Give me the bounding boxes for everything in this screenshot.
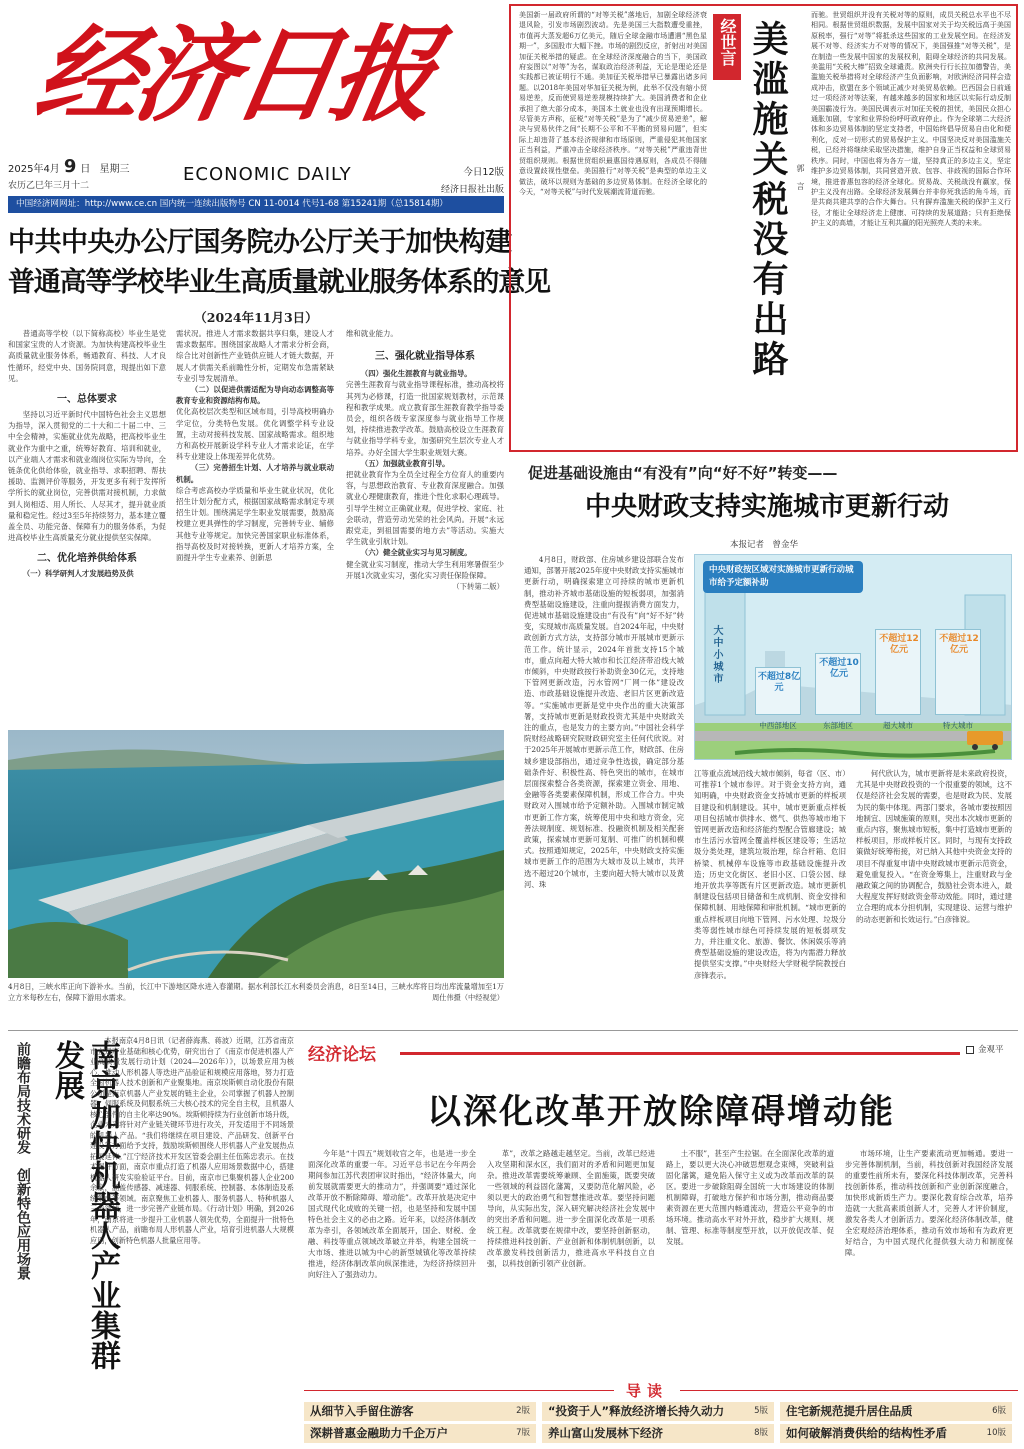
urban-title: 中央财政支持实施城市更新行动 [584, 492, 949, 522]
issue-date: 2025年4月 9 日 星期三 [8, 156, 130, 177]
lead-article [8, 222, 550, 720]
photo-credit: 周仕伟摄（中经视觉） [432, 992, 504, 1002]
urban-infographic [694, 554, 1012, 760]
lunar-date: 农历乙巳年三月十二 [8, 181, 90, 191]
forum-tag: 经济论坛 [308, 1045, 376, 1065]
lead-col-1 [8, 328, 166, 720]
infographic-bar-value: 不超过12亿元 [939, 634, 979, 655]
forum-column: 今年是“十四五”规划收官之年，也是进一步全面深化改革的重要一年。习近平总书记在今年两会期间参加江苏代表团审议时指出，“经济体量大，向前发展就需要更大的推动力”，并强调要“通过深化改革开放不断除障碍、增动能”。改革开放是决定中国式现代化成败的关键一招，也是坚持和发展中国特色社会主义的必由之路。近年来，以经济体制改革为牵引，各领域改革全面展开，国企、财税、金融、科技等重点领域改革破立并举，构建全国统一大市场、推进以城为中心的新型城镇化等改革持续推进，经济体制改革向纵深推进，为经济持续回升向好注入了强劲动力。 [308, 1149, 476, 1279]
guide-item-label: 住宅新规范提升居住品质 [786, 1404, 913, 1418]
infographic-header: 中央财政按区域对实施城市更新行动城市给予定额补助 [703, 561, 863, 593]
guide-item[interactable] [542, 1424, 774, 1443]
commentary-tag-text: 经世言 [718, 18, 737, 66]
commentary-box [509, 4, 1018, 452]
subsection-heading: （三）完善招生计划、人才培养与就业联动机制。 [176, 463, 334, 484]
subsection-heading: （四）强化生涯教育与就业指导。 [360, 369, 472, 379]
urban-col-3: 何代欣认为，城市更新将是未来政府投资，尤其是中央财政投资的一个很重要的领域，这不仅是经济社会发展的需要，也是财政为民、发展为民的集中体现。两部门要求，各城市要按照因地制宜、因城施策的原则，突出本次城市更新的重点内容，聚焦城市短板，集中打造城市更新的样板项目，形成样板片区。同时，与现有支持政策做好统筹衔接，对已纳入其他中央资金支持的项目不得重复申请中央财政城市更新示范资金，避免重复投入。“在资金筹集上，注重财政与金融政策之间的协调配合，鼓励社会资本进入，最大程度发挥好财政资金带动效能。同时，通过建立合理的成本分担机制，实现建设、运营与维护的动态更新和长效运行。”白彦锋说。 [856, 769, 1012, 924]
infographic-bar [815, 653, 861, 715]
infographic-bar-label: 东部地区 [823, 721, 853, 730]
lead-col-3-body: 把就业教育作为全员全过程全方位育人的重要内容，与思想政治教育、专业教育深度融合。加强就业心理健康教育，推进个性化求职心理疏导。引导学生树立正确就业观，促进学校、家庭、社会联动，营造劳动光荣的社会风尚。开展“永远跟党走，到祖国需要的地方去”等活动。实施大学生就业引航计划。 [346, 470, 504, 547]
guide-item-label: 从细节入手留住游客 [310, 1404, 414, 1418]
guide-items [304, 1402, 1018, 1446]
forum-author-marker [966, 1046, 974, 1054]
subsection-heading: （二）以促进供需适配为导向动态调整高等教育专业和资源结构布局。 [176, 385, 334, 406]
commentary-tag [713, 14, 741, 80]
dam-photo-image [8, 730, 504, 978]
section-heading: 一、总体要求 [57, 394, 117, 406]
forum-column: 土不服”，甚至产生拉锯。在全面深化改革的道路上，要以更大决心冲破思想观念束缚，突破利益固化藩篱，避免陷入保守主义或为改革而改革的误区。要进一步破除阻碍全国统一大市场建设的体制机制障碍，打破地方保护和市场分割，推动商品要素资源在更大范围内畅通流动，营造公平竞争的市场环境。推动高水平对外开放，稳步扩大规则、规制、管理、标准等制度型开放，以开放促改革、促发展。 [666, 1149, 834, 1246]
infographic-bar-label: 特大城市 [943, 721, 973, 730]
infographic-bar-label: 超大城市 [883, 721, 913, 730]
infographic-bar-value: 不超过8亿元 [757, 672, 801, 693]
guide-item-page: 8版 [754, 1428, 768, 1438]
infographic-bar [875, 629, 921, 715]
lead-col-1-body: 坚持以习近平新时代中国特色社会主义思想为指导，深入贯彻党的二十大和二十届二中、三中全会精神，实施就业优先战略，把高校毕业生就业作为重中之重，统筹好教育、培训和就业，以产业端人才需求和就业端岗位实际为导向，全链条优化供给体验，就业指导、求职招聘、帮扶援助、监测评价等服务，开发更多有利于发挥所学所长的就业岗位，完善供需对接机制，力求做到人岗相适、用人所长、人尽其才，提升就业质量和稳定性。经过3至5年持续努力，基本建立覆盖全员、功能完备、保障有力的服务体系，为促进高校毕业生高质量充分就业提供坚实保障。 [8, 410, 166, 543]
forum-article [304, 1036, 1018, 1380]
section-divider [8, 1030, 1018, 1031]
forum-column: 革”，改革之路越走越坚定。当前，改革已经进入攻坚期和深水区，我们面对的矛盾和问题更加复杂。推进改革需要统筹兼顾、全面施策，既要突破一些领域的利益固化藩篱，又要防范化解风险，必须以更大的政治勇气和智慧推进改革。要坚持问题导向，从实际出发，深入研究解决经济社会发展中的突出矛盾和问题。进一步全面深化改革是一项系统工程。改革就要在规律中改，要坚持创新驱动，持续推进科技创新、产业创新和体制机制创新，以改革激发科技创新活力，推进高水平科技自立自强，以科技创新引领产业创新。 [487, 1149, 655, 1268]
masthead [8, 6, 504, 196]
guide-item-page: 2版 [516, 1406, 530, 1416]
publisher: 经济日报社出版 [440, 185, 504, 195]
infographic-bar [755, 667, 801, 715]
lead-title-line2: 普通高等学校毕业生高质量就业服务体系的意见 [8, 267, 550, 298]
guide-item[interactable] [304, 1424, 536, 1443]
pages-count: 今日12版 [463, 167, 504, 178]
forum-tag-rule [400, 1052, 960, 1055]
info-bar: 中国经济网网址：http://www.ce.cn 国内统一连续出版物号 CN 11-0014 代号1-68 第15241期（总15814期） [8, 196, 504, 213]
section-heading: 三、强化就业指导体系 [375, 351, 475, 363]
lead-col-2-body: 优化高校层次类型和区域布局，引导高校明确办学定位，分类特色发展。优化调整学科专业设置，主动对接科技发展、国家战略需求。组织地方和高校开展新设学科专业人才需求论证，在学科专业建设上体现差异化优势。 [176, 407, 334, 462]
forum-column: 市场环境，让生产要素流动更加畅通。要进一步完善体制机制，当前，科技创新对我国经济发展的重要性前所未有，要深化科技体制改革，完善科技创新体系，推动科技创新和产业创新深度融合，加快形成新质生产力。要深化教育综合改革，培养造就一大批高素质创新人才，完善人才评价制度，激发各类人才创新活力。要深化经济体制改革，健全宏观经济治理体系，推动有效市场和有为政府更好结合，为中国式现代化提供强大动力和制度保障。 [845, 1149, 1013, 1257]
guide-item-label: 如何破解消费供给的结构性矛盾 [786, 1426, 947, 1440]
forum-columns [308, 1148, 1014, 1380]
guide-item[interactable] [542, 1402, 774, 1421]
urban-byline: 本报记者 曾金华 [730, 540, 799, 550]
infographic-bar-value: 不超过12亿元 [879, 634, 919, 655]
lead-col-2-body: 需状况。推进人才需求数据共享归集，建设人才需求数据库。围绕国家战略人才需求分析会商，综合比对创新性产业链供应链人才链大数据，开展人才供需关系前瞻性分析，定期发布急需紧缺专业引导发展清单。 [176, 329, 334, 383]
lead-title-line1: 中共中央办公厅国务院办公厅关于加快构建 [8, 227, 512, 258]
english-title: ECONOMIC DAILY [183, 164, 352, 185]
commentary-col-1: 美国新一届政府所谓的“对等关税”落地后，加剧全球经济衰退风险，引发市场剧烈波动。先是美国三大指数遭受重挫，市值再大蒸发超6万亿美元，随后全球金融市场遭遇“黑色星期一”，多国股市大幅下挫。市场的剧烈反应，折射出对美国加征关税举措的疑虑。在全球经济深度融合的当下，美国政府妄图以“对等”为名，谋取政治经济利益，无论是理论还是实践都已被证明行不通。美加征关税举措早已暴露出诸多问题。以2018年美国对华加征关税为例，此举不仅没有缩小贸易逆差，反而使贸易逆差规模持续扩大。美国消费者和企业承担了绝大部分成本，美国本土就业也没有出现预期增长。尽管美方声称，征税“对等关税”是为了“减少贸易逆差”，解决与贸易伙伴之间“长期不公平和不平衡的贸易问题”，但实际上却违背了基本经济规律和市场原则，严重侵犯其他国家正当利益，严重冲击全球经济秩序。“对等关税”严重违背世贸组织规则。根据世贸组织最惠国待遇原则，各成员不得随意设置歧视性壁垒。美国推行“对等关税”是典型的单边主义做法，破坏以规则为基础的多边贸易体制。在经济全球化的今天，“对等关税”与时代发展潮流背道而驰。 [519, 11, 707, 196]
subsection-heading: （五）加强就业教育引导。 [360, 458, 450, 468]
guide-item-page: 6版 [992, 1406, 1006, 1416]
guide-item[interactable] [780, 1402, 1012, 1421]
urban-col-2: 江等重点流域沿线大城市倾斜，每省（区、市）可推荐1个城市参评。对于资金支持方向，通知明确，中央财政资金支持城市更新的样板项目建设和机制建设。其中，城市更新重点样板项目包括城市供排水、燃气、供热等城市地下管网更新改造和经济能约型配合管廊建设；城市生活污水管网全覆盖样板区建设等；生活垃圾分类处理，建筑垃圾治理，综合杆箱、危旧桥梁、机械停车设施等市政基础设施提升改造；历史文化街区、老旧小区、口袋公园、绿地开放共享等既有片区更新改造。城市更新机制建设包括项目储备和生成机制、资金安排和保障机制、用地保障和审批机制。“城市更新的重点样板项目向地下管网、污水处理、垃圾分类等弱性城市绿色可持续发展的短板弱项发力，并注重文化、旅游、餐饮、休闲娱乐等消费型基础设施的建设改造，将为内需潜力释放提供坚实支撑。”中央财经大学财税学院教授白彦锋表示。 [694, 769, 846, 980]
lead-col-3-body: 完善生涯教育与就业指导课程标准，推动高校将其列为必修课，打造一批国家规划教材，示范课程和教学成果。成立教育部生涯教育教学指导委员会，组织各级专家深度参与就业指导工作规划，持续推进教学改革。鼓励高校设立生涯教育与就业指导学科专业，加强研究生层次专业人才培养。办好全国大学生职业规划大赛。 [346, 380, 504, 457]
photo-caption [8, 982, 504, 1016]
masthead-title: 经济日报 [27, 13, 441, 136]
robot-article [8, 1036, 296, 1446]
guide-item-label: “投资于人”释放经济增长持久动力 [548, 1404, 725, 1418]
continued-note: （下转第二版） [452, 582, 504, 592]
robot-body: 本报南京4月8日讯（记者薛海燕、蒋波）近期，江苏省南京市立足产业基础和核心优势，研究出台了《南京市促进机器人产业高质量发展行动计划（2024—2026年）》，以场景应用为核心，推动人形机器人等迭进产品验证和规模应用落地，努力打造全国机器人技术创新和产业聚集地。南京埃斯顿自动化股份有限公司是南京机器人产业发展的链主企业，公司掌握了机器人控制器、伺服系统及伺服系统三大核心技术的完全自主权，且机器人核心部件的自主化率达90%。埃斯顿持续为行业创新市场升级，企业未来将针对产业链关键环节进行攻关，开发适用于不同场景的机器人产品。“我们将继续在项目建设、产品研发、创新平台建设等方面给予支持，鼓励埃斯顿围绕人形机器人产业发展热点拓展延伸。”江宁经济技术开发区管委会副主任伍陈忠表示。在技术提升方面，南京市重点打造了机器人应用场景数据中心，搭建机器人研发实验验证平台。目前，南京市已集聚机器人企业200余家，涵盖传感器、减速器、伺服系统、控制器、本体制造及系统集成等领域。南京聚焦工业机器人、服务机器人、特种机器人三大领域，进一步完善产业链布局。《行动计划》明确，到2026年，南京将进一步提升工业机器人领先优势，全面提升一批特色机器人产品，前瞻布局人形机器人产业，培育引进机器人大规模应用，创新特色机器人批量应用等。 [90, 1036, 294, 1245]
commentary-title: 美滥施关税没有出路 [747, 20, 788, 380]
commentary-author: 郭言 [796, 164, 805, 200]
urban-article [516, 462, 1018, 1032]
guide-item-page: 5版 [754, 1406, 768, 1416]
infographic-bar-value: 不超过10亿元 [819, 658, 859, 679]
guide-item-label: 深耕普惠金融助力千企万户 [310, 1426, 448, 1440]
urban-kicker: 促进基础设施由“有没有”向“好不好”转变—— [528, 464, 838, 482]
lead-date: （2024年11月3日） [194, 310, 318, 325]
lead-col-1-intro: 普通高等学校（以下简称高校）毕业生是党和国家宝贵的人才资源。为加快构建高校毕业生高质量就业服务体系，畅通教育、科技、人才良性循环，经党中央、国务院同意，现提出如下意见。 [8, 329, 166, 383]
lead-col-3 [346, 328, 504, 720]
subsection-heading: （六）健全就业实习与见习制度。 [360, 548, 472, 558]
guide-section [304, 1380, 1018, 1446]
subsection-heading: （一）科学研判人才发展趋势及供 [22, 569, 134, 579]
robot-side-title: 前瞻布局技术研发 创新特色应用场景 [15, 1042, 31, 1280]
guide-item-label: 养山富山发展林下经济 [548, 1426, 663, 1440]
infographic-bar-label: 中西部地区 [759, 721, 797, 730]
urban-col-1: 4月8日，财政部、住房城乡建设部联合发布通知，部署开展2025年度中央财政支持实施城市更新行动，明确探索建立可持续的城市更新机制，推动补齐城市基础设施的短板弱项，加强消费型基础设施建设，注重向提振消费方面发力，促进城市基础设施建设由“有没有”向“好不好”转变，实现城市高质量发展。自2024年起，中央财政创新方式方法，支持部分城市开展城市更新示范工作。统计显示，2024年首批支持15个城市，重点向超大特大城市和长江经济带沿线大城市倾斜，中央财政按行补助资金30亿元，支持地下管网更新改造，污水管网“厂网一体”建设改造、市政基础设施提升改造、老旧片区更新改造等。“实施城市更新是党中央作出的重大决策部署，支持城市更新是财政投资尤其是中央财政关注的重点，也是发力的主要方向。”中国社会科学院财经战略研究院财政研究室主任何代欣说。对于2025年开展城市更新示范工作，财政部、住房城乡建设部指出，通过竞争性选拔，确定部分基础条件好、积极性高、特色突出的城市，在城市层面探索整合各类资源，探索建立资金、用地、金融等各类要素保障机制，形成工作合力。中央财政对入围城市给予定额补助。入围城市制定城市更新工作方案，统筹使用中央和地方资金，完善法规制度、规划标准、投融资机制及相关配套政策，探索城市更新可复制、可推广的机制和模式。按照通知规定，2025年，中央财政支持实施城市更新工作的范围为大城市及以上城市，共评选不超过20个城市，主要向超大特大城市以及黄河、珠 [524, 555, 684, 889]
guide-item-page: 10版 [986, 1428, 1006, 1438]
infographic-bars [755, 615, 1005, 731]
guide-title: 导读 [614, 1380, 680, 1401]
guide-item-page: 7版 [516, 1428, 530, 1438]
commentary-col-2: 而驰。世贸组织并没有关税对等的原则，成员关税总水平也不尽相同。根据世贸组织数据，发展中国家对关于均关税远高于美国原税率，强行“对等”将抵杀这些国家的工业发展空间。在经济发展不对等、经济实力不对等的情况下，美国强推“对等关税”，是在制造一些发展中国家的发展权利，阻碍全球经济的共同发展。美滥用“关税大棒”招致全球谴责。欧洲央行行长拉加德警告，美滥施关税举措将对全球经济产生负面影响，对欧洲经济同样会造成冲击，欧盟在多个领域正减少对美贸易依赖。巴西国会日前通过一项经济对等法案，有越来越多的国家和地区以实际行动反制美国霸凌行为。美国民调表示对加征关税的担忧，美国民众担心通胀加剧，专家和业界纷纷呼吁政府停止。作为全球第二大经济体和多边贸易体制的坚定支持者，中国始终倡导贸易自由化和便利化，反对一切形式的贸易保护主义。中国坚决反对美国滥施关税，已经并将继续采取坚决措施，维护自身正当权益和全球贸易秩序。同时，中国也将为各方一道，坚持真正的多边主义，坚定维护多边贸易体制，共同营造开放、包容、非歧视的国际合作环境，推进普惠包容的经济全球化。贸易战、关税战没有赢家，保护主义没有出路。全球经济发展舞台并非你死我活的角斗场，而是共商共建共享的合作大舞台。只有摒弃滥施关税的保护主义行径，才能让全球经济走上健康、可持续的发展道路；只有拒绝保护主义的高墙，才能让互利共赢的阳光照亮人类的未来。 [811, 11, 1011, 228]
section-heading: 二、优化培养供给体系 [37, 553, 137, 565]
lead-col-3-body: 维和就业能力。 [346, 329, 398, 338]
forum-title: 以深化改革开放除障碍增动能 [427, 1092, 895, 1132]
infographic-axis-label: 大中小城市 [711, 625, 722, 685]
lead-col-2 [176, 328, 334, 720]
dam-photo [8, 730, 504, 978]
infographic-bar [935, 629, 981, 715]
guide-item[interactable] [304, 1402, 536, 1421]
photo-caption-text: 4月8日，三峡水库正向下游补水。当前，长江中下游地区降水进入春灌期。据水利部长江水利委员会消息，8日至14日，三峡水库将日均出库流量增加至1万立方米每秒左右，保障下游用水需求。 [8, 982, 504, 1002]
lead-col-3-body: 健全就业实习制度，推动大学生利用寒暑假至少开展1次就业实习，强化实习责任保险保障。 [346, 559, 504, 580]
forum-author: 金观平 [978, 1045, 1004, 1055]
guide-item[interactable] [780, 1424, 1012, 1443]
robot-title: 南京加快机器人产业集群发展 [49, 1040, 120, 1370]
lead-col-2-body: 综合考虑高校办学质量和毕业生就业状况，优化招生计划分配方式，根据国家战略需求制定专项招生计划。围绕满足学生职业发展需要，鼓励高校建立更具弹性的学习制度，完善转专业、辅修其他专业等规定。加快完善国家职业标准体系，指导高校及时对接转换，更新人才培养方案，全面提升学生专业素养、创新思 [176, 485, 334, 563]
